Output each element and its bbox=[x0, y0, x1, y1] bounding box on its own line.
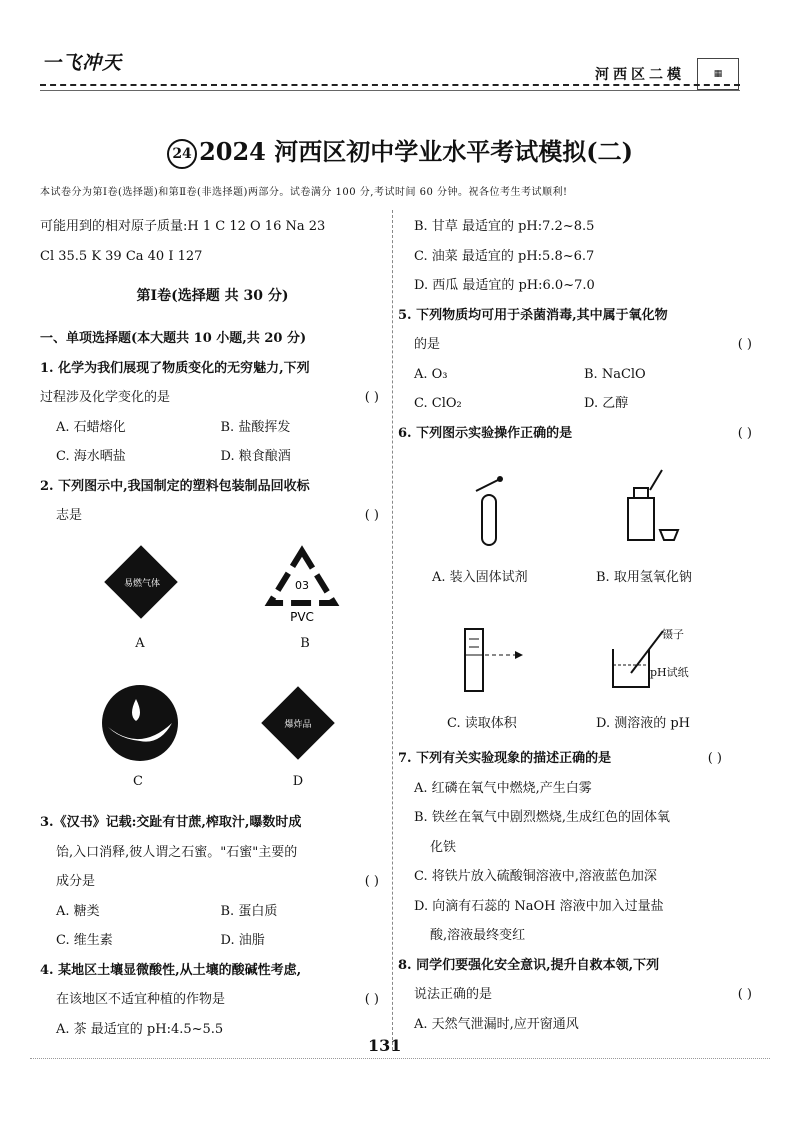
section-heading: 第Ⅰ卷(选择题 共 30 分) bbox=[136, 288, 289, 304]
brand-logo: 一飞冲天 bbox=[42, 52, 123, 74]
q4-stem-1: 4. 某地区土壤显微酸性,从土壤的酸碱性考虑, bbox=[40, 962, 302, 978]
q8-stem-2: 说法正确的是 ( ) bbox=[414, 987, 752, 1002]
naoh-bottle-icon bbox=[620, 468, 680, 548]
header-badge-icon: ▦ bbox=[697, 58, 739, 90]
q1-options-row1 bbox=[40, 413, 385, 443]
exam-intro: 本试卷分为第Ⅰ卷(选择题)和第Ⅱ卷(非选择题)两部分。试卷满分 100 分,考试时间 60 分钟。祝各位考生考试顺利! bbox=[40, 187, 568, 198]
q5-option-b[interactable]: B. NaClO bbox=[584, 366, 646, 382]
question-7 bbox=[398, 744, 758, 1039]
q7-option-b-cont: 化铁 bbox=[430, 839, 457, 855]
ph-paper-label: pH试纸 bbox=[650, 666, 689, 679]
q6-option-d[interactable]: D. 测溶液的 pH bbox=[596, 716, 691, 731]
q4-option-d[interactable]: D. 西瓜 最适宜的 pH:6.0~7.0 bbox=[414, 278, 595, 293]
q1-option-a[interactable]: A. 石蜡熔化 bbox=[56, 419, 126, 435]
q3-option-b[interactable]: B. 蛋白质 bbox=[220, 903, 278, 919]
q7-option-b[interactable]: B. 铁丝在氧气中剧烈燃烧,生成红色的固体氧 bbox=[414, 810, 670, 825]
header-exam-name: 河西区二模 bbox=[595, 67, 685, 83]
q1-stem-2: 过程涉及化学变化的是 ( ) bbox=[40, 390, 379, 405]
q4-stem-2: 在该地区不适宜种植的作物是 ( ) bbox=[56, 992, 379, 1007]
q7-option-d[interactable]: D. 向滴有石蕊的 NaOH 溶液中加入过量盐 bbox=[414, 898, 664, 914]
q4-option-c[interactable]: C. 油菜 最适宜的 pH:5.8~6.7 bbox=[414, 248, 595, 264]
q2-stem-1: 2. 下列图示中,我国制定的塑料包装制品回收标 bbox=[40, 478, 310, 494]
test-tube-spoon-icon bbox=[470, 475, 510, 550]
q6-option-a[interactable]: A. 装入固体试剂 bbox=[432, 570, 528, 585]
q1-option-b[interactable]: B. 盐酸挥发 bbox=[220, 419, 291, 435]
q8-option-a[interactable]: A. 天然气泄漏时,应开窗通风 bbox=[414, 1016, 579, 1032]
section-subheading: 一、单项选择题(本大题共 10 小题,共 20 分) bbox=[40, 331, 307, 346]
recycle-pvc: PVC bbox=[290, 610, 314, 624]
q8-stem-1: 8. 同学们要强化安全意识,提升自救本领,下列 bbox=[398, 957, 660, 973]
page-title bbox=[0, 132, 800, 169]
q6-option-c[interactable]: C. 读取体积 bbox=[447, 716, 517, 731]
q1-stem-1: 1. 化学为我们展现了物质变化的无穷魅力,下列 bbox=[40, 360, 310, 376]
atomic-masses bbox=[40, 212, 385, 271]
header-divider-thin bbox=[40, 90, 740, 91]
q6-stem: 6. 下列图示实验操作正确的是 ( ) bbox=[398, 425, 752, 441]
q3-stem-1: 3.《汉书》记载:交趾有甘蔗,榨取汁,曝数时成 bbox=[40, 815, 302, 830]
page-title-text: 2024 河西区初中学业水平考试模拟(二) bbox=[199, 137, 633, 166]
sign-a-text: 易燃气体 bbox=[123, 579, 160, 589]
water-saving-sign-icon bbox=[100, 683, 180, 763]
q2-label-c: C bbox=[133, 774, 143, 789]
q4-option-a[interactable]: A. 茶 最适宜的 pH:4.5~5.5 bbox=[56, 1021, 224, 1037]
footer-divider bbox=[30, 1058, 770, 1059]
exam-number-badge: 24 bbox=[167, 139, 197, 169]
q2-label-b: B bbox=[300, 636, 310, 651]
graduated-cylinder-icon bbox=[455, 625, 525, 695]
recycle-number: 03 bbox=[295, 579, 309, 592]
q3-option-a[interactable]: A. 糖类 bbox=[56, 903, 100, 919]
q7-option-d-cont: 酸,溶液最终变红 bbox=[430, 928, 526, 943]
q3-stem-3: 成分是 ( ) bbox=[56, 874, 379, 889]
q1-option-d[interactable]: D. 粮食酿酒 bbox=[220, 449, 291, 464]
q5-stem-1: 5. 下列物质均可用于杀菌消毒,其中属于氧化物 bbox=[398, 307, 668, 323]
question-3 bbox=[40, 808, 385, 1044]
q1-option-c[interactable]: C. 海水晒盐 bbox=[56, 449, 126, 464]
recycle-symbol-icon bbox=[262, 545, 342, 625]
q5-option-d[interactable]: D. 乙醇 bbox=[584, 396, 629, 411]
q2-label-a: A bbox=[135, 636, 145, 651]
q2-label-d: D bbox=[292, 774, 304, 789]
q7-option-c[interactable]: C. 将铁片放入硫酸铜溶液中,溶液蓝色加深 bbox=[414, 869, 657, 884]
column-divider bbox=[392, 210, 393, 1050]
q5-option-a[interactable]: A. O₃ bbox=[414, 366, 448, 382]
sign-d-text: 爆炸品 bbox=[284, 720, 312, 730]
q3-option-c[interactable]: C. 维生素 bbox=[56, 933, 113, 948]
q3-option-d[interactable]: D. 油脂 bbox=[220, 933, 265, 948]
q7-stem: 7. 下列有关实验现象的描述正确的是 ( ) bbox=[398, 751, 722, 766]
q4-option-b[interactable]: B. 甘草 最适宜的 pH:7.2~8.5 bbox=[414, 219, 595, 234]
header-divider bbox=[40, 84, 740, 86]
q3-stem-2: 饴,入口消释,彼人谓之石蜜。"石蜜"主要的 bbox=[56, 844, 298, 860]
atomic-masses-line1: 可能用到的相对原子质量:H 1 C 12 O 16 Na 23 bbox=[40, 219, 326, 234]
q5-stem-2: 的是 ( ) bbox=[414, 337, 752, 352]
q5-options-row2 bbox=[398, 389, 758, 419]
tweezers-label: 镊子 bbox=[662, 628, 684, 641]
page-number: 131 bbox=[368, 1036, 402, 1055]
q5-options-row1 bbox=[398, 360, 758, 390]
q1-options-row2 bbox=[40, 442, 385, 472]
question-4-continued bbox=[398, 212, 758, 448]
q2-stem-2: 志是 ( ) bbox=[56, 508, 379, 523]
q5-option-c[interactable]: C. ClO₂ bbox=[414, 396, 462, 411]
q3-options-row2 bbox=[40, 926, 385, 956]
atomic-masses-line2: Cl 35.5 K 39 Ca 40 I 127 bbox=[40, 248, 203, 264]
q6-option-b[interactable]: B. 取用氢氧化钠 bbox=[596, 570, 692, 585]
q3-options-row1 bbox=[40, 897, 385, 927]
question-1 bbox=[40, 324, 385, 531]
q7-option-a[interactable]: A. 红磷在氧气中燃烧,产生白雾 bbox=[414, 780, 592, 796]
